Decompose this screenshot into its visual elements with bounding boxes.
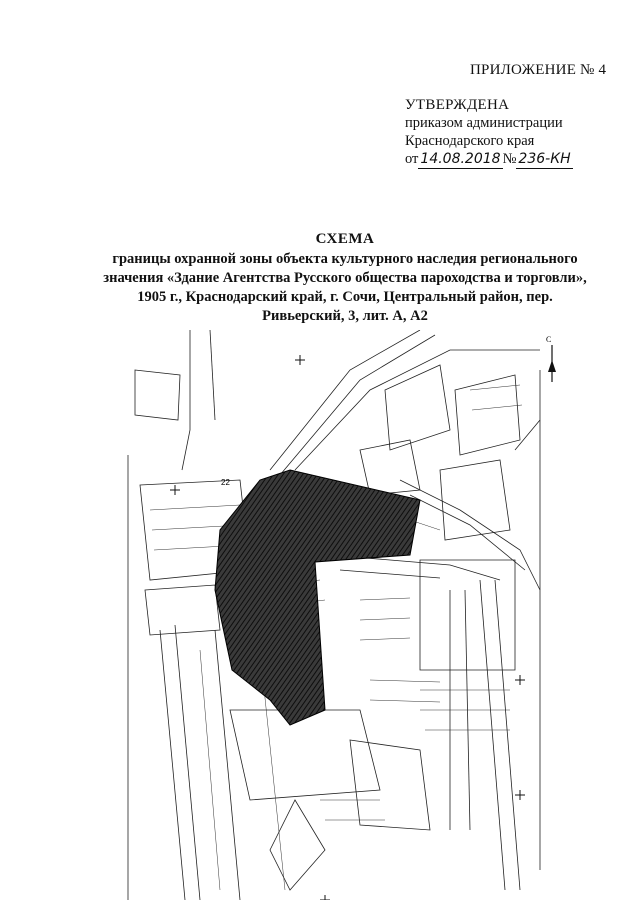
number-label: № — [502, 151, 517, 167]
title-line-1: границы охранной зоны объекта культурного наследия регионального — [112, 251, 578, 267]
approved-by-region: Краснодарского края — [405, 133, 535, 149]
protection-zone-map — [120, 330, 560, 900]
north-arrow-icon — [548, 345, 556, 382]
order-reference — [405, 150, 573, 169]
from-label: от — [405, 151, 419, 167]
parcel-number-label: 22 — [221, 478, 230, 487]
approval-block — [405, 96, 573, 169]
order-number: 236-КН — [518, 151, 571, 167]
document-title — [80, 230, 610, 326]
cadastral-plan — [120, 330, 560, 900]
title-line-2: значения «Здание Агентства Русского общества пароходства и торговли», — [103, 270, 587, 286]
title-heading: СХЕМА — [315, 231, 375, 247]
north-label: С — [546, 335, 552, 344]
protection-zone-area — [215, 470, 420, 725]
title-line-3: 1905 г., Краснодарский край, г. Сочи, Центральный район, пер. — [137, 289, 553, 305]
title-line-4: Ривьерский, 3, лит. А, А2 — [262, 308, 428, 324]
appendix-number: ПРИЛОЖЕНИЕ № 4 — [470, 62, 607, 78]
approved-by-line: приказом администрации — [405, 115, 563, 131]
order-date: 14.08.2018 — [420, 151, 501, 167]
approved-label: УТВЕРЖДЕНА — [405, 97, 510, 113]
